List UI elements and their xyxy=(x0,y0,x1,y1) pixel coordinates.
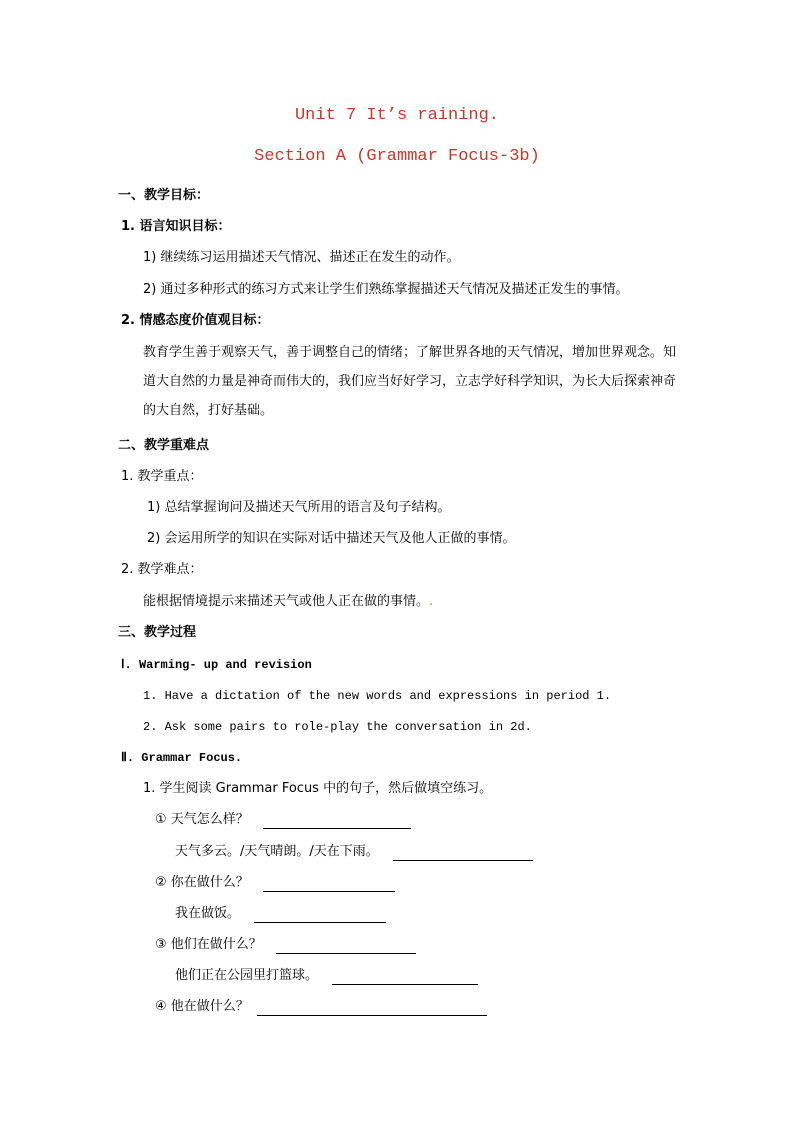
focus-item: 1) 总结掌握询问及描述天气所用的语言及句子结构。 xyxy=(147,500,451,515)
question-text: ③ 他们在做什么？ xyxy=(155,937,262,952)
answer-blank[interactable] xyxy=(257,1001,487,1016)
difficulty-label: 2. 教学难点： xyxy=(121,562,203,577)
answer-text: 他们正在公园里打篮球。 xyxy=(175,968,319,983)
answer-blank[interactable] xyxy=(263,814,411,829)
objective-item: 1) 继续练习运用描述天气情况、描述正在发生的动作。 xyxy=(143,250,460,265)
objective-item: 2) 通过多种形式的练习方式来让学生们熟练掌握描述天气情况及描述正发生的事情。 xyxy=(143,282,629,297)
exercise-answer xyxy=(175,967,478,985)
margin-mark: . xyxy=(429,594,434,609)
part-title-grammar: Ⅱ. Grammar Focus. xyxy=(121,751,243,765)
question-text: ④ 他在做什么？ xyxy=(155,999,249,1014)
question-text: ① 天气怎么样？ xyxy=(155,812,249,827)
subheading-attitude-goals: 2. 情感态度价值观目标： xyxy=(121,313,270,328)
part-title-warmup: Ⅰ. Warming- up and revision xyxy=(121,658,312,672)
answer-blank[interactable] xyxy=(276,939,416,954)
subheading-language-goals: 1. 语言知识目标： xyxy=(121,219,231,234)
attitude-paragraph: 教育学生善于观察天气，善于调整自己的情绪；了解世界各地的天气情况，增加世界观念。知道大自然的力量是神奇而伟大的，我们应当好好学习，立志学好科学知识，为长大后探索神奇的大自然，打好基础。 xyxy=(143,345,677,418)
grammar-intro: 1. 学生阅读 Grammar Focus 中的句子，然后做填空练习。 xyxy=(143,781,493,796)
exercise-answer xyxy=(175,905,386,923)
section-heading-process: 三、教学过程 xyxy=(118,625,197,640)
question-text: ② 你在做什么？ xyxy=(155,875,249,890)
focus-item: 2) 会运用所学的知识在实际对话中描述天气及他人正做的事情。 xyxy=(147,531,516,546)
warmup-item: 1. Have a dictation of the new words and expressions in period 1. xyxy=(143,689,612,703)
answer-blank[interactable] xyxy=(332,970,478,985)
answer-blank[interactable] xyxy=(393,846,533,861)
section-heading-key-points: 二、教学重难点 xyxy=(118,438,210,453)
exercise-answer xyxy=(175,843,533,861)
difficulty-text xyxy=(143,593,433,611)
document-title: Unit 7 It’s raining. xyxy=(294,106,500,125)
difficulty-sentence: 能根据情境提示来描述天气或他人正在做的事情。 xyxy=(143,594,430,609)
warmup-item: 2. Ask some pairs to role-play the conversation in 2d. xyxy=(143,720,532,734)
answer-blank[interactable] xyxy=(254,908,386,923)
exercise-question xyxy=(155,811,411,829)
section-heading-objectives: 一、教学目标： xyxy=(118,188,210,203)
exercise-question xyxy=(155,998,487,1016)
focus-label: 1. 教学重点： xyxy=(121,469,203,484)
exercise-question xyxy=(155,874,395,892)
answer-text: 天气多云。/天气晴朗。/天在下雨。 xyxy=(175,844,379,859)
answer-blank[interactable] xyxy=(263,877,395,892)
exercise-question xyxy=(155,936,416,954)
document-subtitle: Section A (Grammar Focus-3b) xyxy=(254,147,540,166)
answer-text: 我在做饭。 xyxy=(175,906,241,921)
